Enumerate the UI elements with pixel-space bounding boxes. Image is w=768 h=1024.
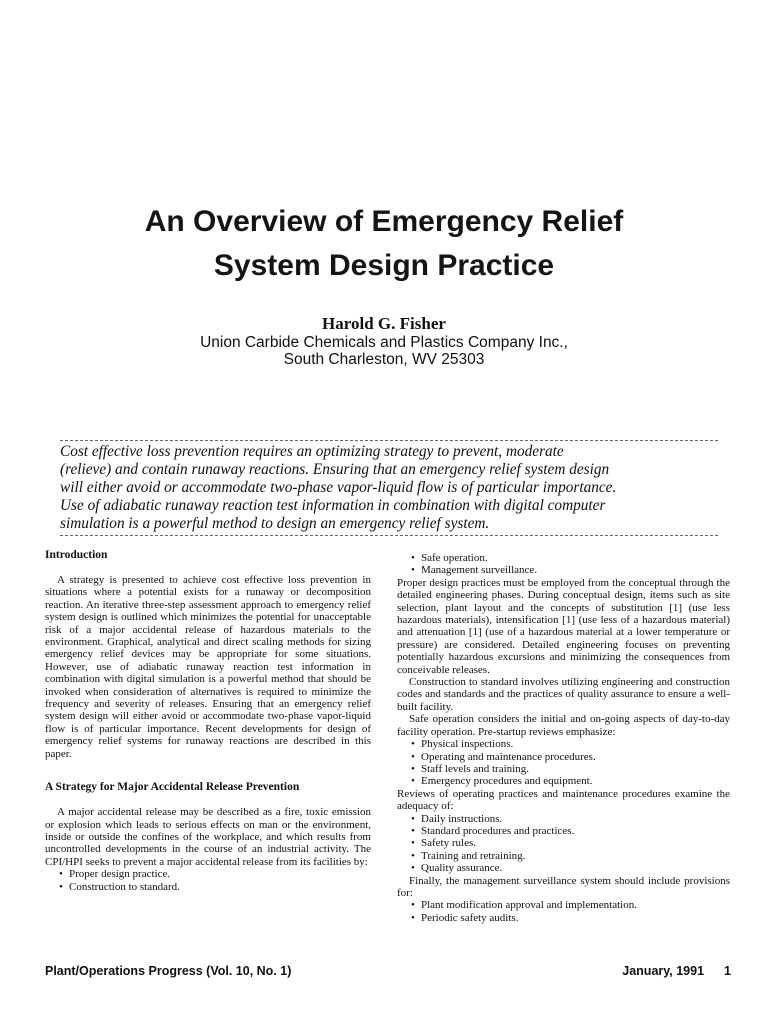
list-item: • Proper design practice. [59, 868, 371, 880]
title-line-2: System Design Practice [213, 249, 555, 282]
introduction-heading: Introduction [45, 549, 108, 561]
journal-footer: Plant/Operations Progress (Vol. 10, No. 1) [45, 964, 292, 978]
list-item: • Safety rules. [411, 837, 730, 849]
list-item: • Standard procedures and practices. [411, 825, 730, 837]
abstract [60, 443, 720, 533]
list-item: • Physical inspections. [411, 738, 730, 750]
list-item: • Staff levels and training. [411, 763, 730, 775]
list-item: • Periodic safety audits. [411, 912, 730, 924]
top-bullet-list [397, 552, 730, 577]
footer-right [622, 964, 731, 979]
abstract-line: simulation is a powerful method to design an emergency relief system. [60, 515, 490, 532]
list-item: • Emergency procedures and equipment. [411, 775, 730, 787]
list-item: • Plant modification approval and implementation. [411, 899, 730, 911]
list-item: • Construction to standard. [59, 881, 371, 893]
list-item: • Training and retraining. [411, 850, 730, 862]
strategy-heading: A Strategy for Major Accidental Release Prevention [45, 781, 300, 794]
left-column [45, 548, 371, 893]
design-practice-paragraph: Proper design practices must be employed from the conceptual through the detailed engineering phases. During conceptual design, items such as site selection, plant layout and the concepts of substitution [1] (use less hazardous materials), intensification [1] (use less of a hazardous material) and attenuation [1] (use of a hazardous material at a lower temperature or pressure) are considered. Detailed engineering focuses on preventing potentially hazardous excursions and minimizing the consequences from conceivable releases. [397, 576, 730, 676]
prestartup-bullet-list [397, 738, 730, 788]
abstract-line: will either avoid or accommodate two-phase vapor-liquid flow is of particular importance. [60, 479, 617, 496]
management-bullet-list [397, 899, 730, 924]
right-column [397, 552, 730, 924]
page-number: 1 [724, 964, 731, 978]
reviews-paragraph: Reviews of operating practices and maintenance procedures examine the adequacy of: [397, 787, 730, 813]
affiliation-line-1: Union Carbide Chemicals and Plastics Company Inc., [200, 334, 568, 351]
abstract-top-rule [60, 440, 718, 441]
issue-date: January, 1991 [622, 964, 705, 978]
construction-paragraph: Construction to standard involves utilizing engineering and construction codes and standards and the practices of quality assurance to ensure a well-built facility. [397, 676, 730, 713]
author-name: Harold G. Fisher [322, 314, 446, 333]
abstract-bottom-rule [60, 535, 718, 536]
title-line-1: An Overview of Emergency Relief [144, 205, 624, 238]
list-item: • Safe operation. [411, 552, 730, 564]
abstract-line: Use of adiabatic runaway reaction test information in combination with digital computer [60, 497, 606, 514]
list-item: • Quality assurance. [411, 862, 730, 874]
strategy-paragraph: A major accidental release may be described as a fire, toxic emission or explosion which leads to serious effects on man or the environment, inside or outside the confines of the workplace, and which results from uncontrolled developments in the course of an industrial activity. The CPI/HPI seeks to prevent a major accidental release from its facilities by: [45, 806, 371, 868]
list-item: • Daily instructions. [411, 813, 730, 825]
review-bullet-list [397, 813, 730, 875]
affiliation-line-2: South Charleston, WV 25303 [283, 351, 485, 368]
abstract-line: Cost effective loss prevention requires an optimizing strategy to prevent, moderate [60, 443, 564, 460]
list-item: • Operating and maintenance procedures. [411, 751, 730, 763]
introduction-paragraph: A strategy is presented to achieve cost effective loss prevention in situations where a potential exists for a runaway or decomposition reaction. An iterative three-step assessment approach to emergency relief system design is outlined which minimizes the potential for unacceptable risk of a major accidental release of hazardous materials to the environment. Graphical, analytical and direct scaling methods for sizing emergency relief devices may be appropriate for some situations. However, use of adiabatic runaway reaction test information in combination with digital simulation is a powerful method that should be invoked when consideration of alternatives is required to minimize the frequency and severity of releases. Ensuring that an emergency relief system design will either avoid or accommodate two-phase vapor-liquid flow is of particular importance. Recent developments for design of emergency relief systems for runaway reactions are described in this paper. [45, 574, 371, 760]
strategy-bullet-list [45, 868, 371, 893]
list-item: • Management surveillance. [411, 564, 730, 576]
safe-operation-paragraph: Safe operation considers the initial and on-going aspects of day-to-day facility operation. Pre-startup reviews emphasize: [397, 713, 730, 738]
management-paragraph: Finally, the management surveillance system should include provisions for: [397, 874, 730, 899]
abstract-line: (relieve) and contain runaway reactions. Ensuring that an emergency relief system design [60, 461, 610, 478]
